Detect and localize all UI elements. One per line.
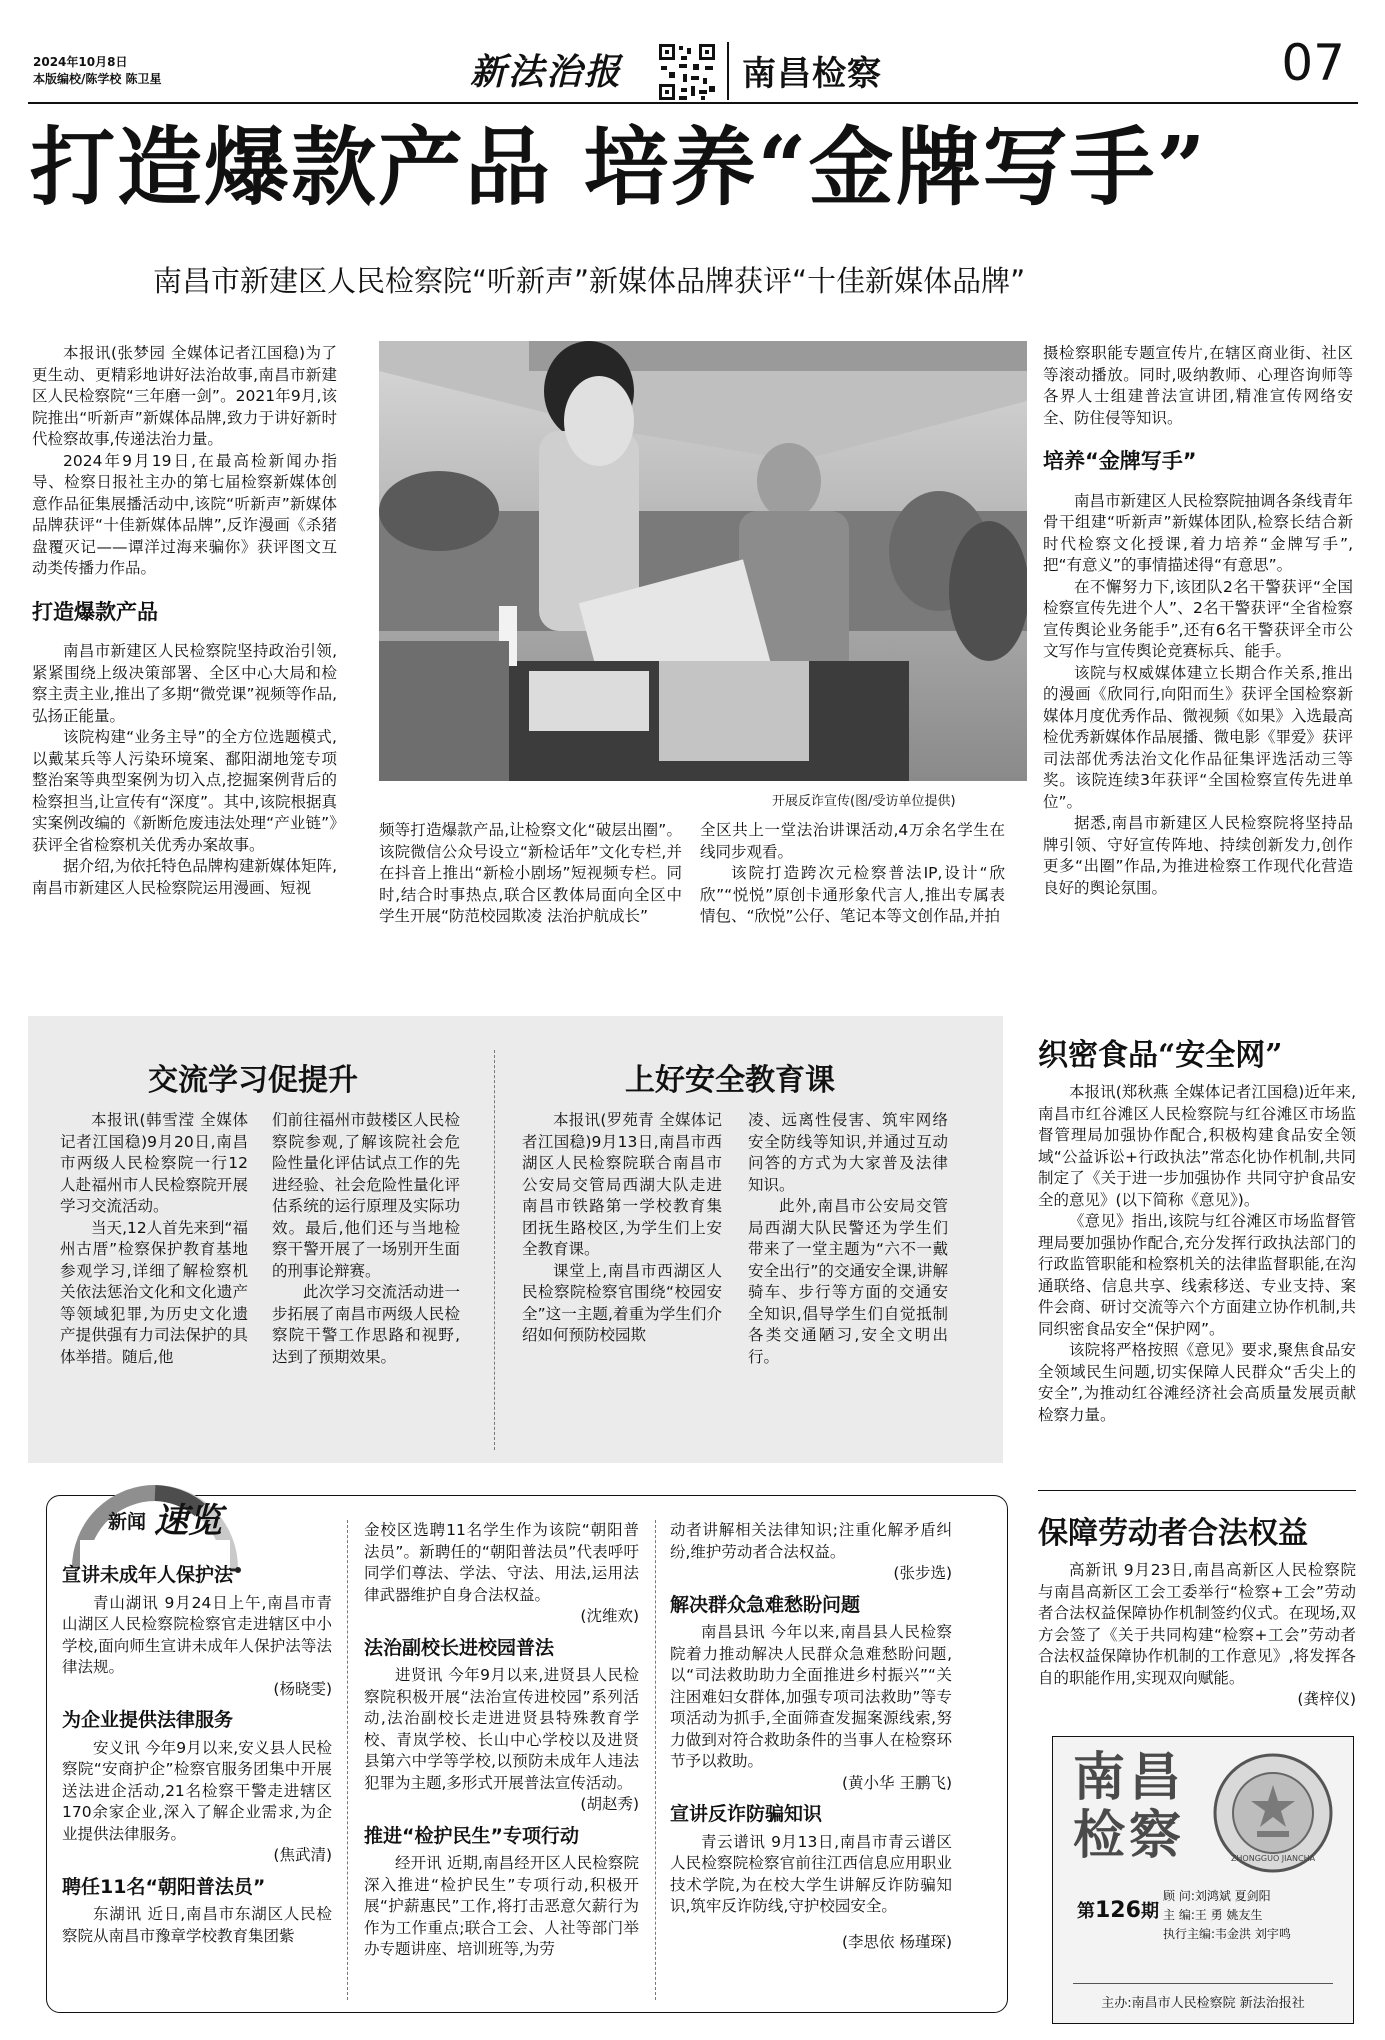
brief-item-title: 推进“检护民生”专项行动 — [364, 1824, 579, 1847]
brief-item-title: 宣讲未成年人保护法 — [62, 1564, 234, 1586]
issue-prefix: 第 — [1077, 1901, 1095, 1922]
paragraph: 凌、远离性侵害、筑牢网络安全防线等知识,并通过互动问答的方式为大家普及法律知识。 — [748, 1111, 948, 1194]
column-logo-name-b: 检察 — [1073, 1806, 1186, 1866]
column-divider — [347, 1520, 348, 2000]
paragraph: 该院与权威媒体建立长期合作关系,推出的漫画《欣同行,向阳而生》获评全国检察新媒体月度优秀作品、微视频《如果》入选最高检优秀新媒体作品展播、微电影《罪爱》获评司法部优秀法治文化作品征集评选活动三等奖。该院连续3年获评“全国检察宣传先进单位”。 — [1043, 663, 1354, 811]
lead-column-4 — [1043, 343, 1353, 899]
paragraph: 该院将严格按照《意见》要求,聚焦食品安全领域民生问题,切实保障人民群众“舌尖上的安全”,为推动红谷滩经济社会高质量发展贡献检察力量。 — [1038, 1341, 1356, 1424]
paragraph: 本报讯(韩雪滢 全媒体记者江国稳)9月20日,南昌市两级人民检察院一行12人赴福州市人民检察院开展学习交流活动。 — [60, 1111, 248, 1215]
page-number: 07 — [1281, 34, 1345, 92]
credit-line: 顾 问:刘鸿斌 夏剑阳 — [1163, 1889, 1271, 1903]
paragraph: 南昌市新建区人民检察院坚持政治引领,紧紧围绕上级决策部署、全区中心大局和检察主责主业,推出了多期“微党课”视频等作品,弘扬正能量。 — [32, 642, 337, 725]
paragraph: 《意见》指出,该院与红谷滩区市场监督管理局要加强协作配合,充分发挥行政执法部门的行政监管职能和检察机关的法律监督职能,在沟通联络、信息共享、线索移送、专业支持、案件会商、研讨交流等六个方面建立协作机制,共同织密食品安全“保护网”。 — [1038, 1212, 1356, 1338]
brief-column-3 — [670, 1520, 952, 1953]
page-editors: 本版编校/陈学校 陈卫星 — [33, 72, 162, 86]
brief-item-text: 进贤讯 今年9月以来,进贤县人民检察院积极开展“法治宣传进校园”系列活动,法治副校长走进进贤县特殊教育学校、青岚学校、长山中心学校以及进贤县第六中学等学校,以预防未成年人违法犯罪为主题,多形式开展普法宣传活动。 — [364, 1666, 639, 1792]
lead-column-2 — [379, 820, 682, 928]
food-title: 织密食品“安全网” — [1038, 1038, 1283, 1073]
brief-item-text: 南昌县讯 今年以来,南昌县人民检察院着力推动解决人民群众急难愁盼问题,以“司法救助助力全面推进乡村振兴”“关注困难妇女群体,加强专项司法救助”等专项活动为抓手,全面筛查发掘案源线索,努力做到对符合救助条件的当事人在检察环节予以救助。 — [670, 1623, 952, 1770]
paragraph: 本报讯(罗苑青 全媒体记者江国稳)9月13日,南昌市西湖区人民检察院联合南昌市公安局交管局西湖大队走进南昌市铁路第一学校教育集团抚生路校区,为学生们上安全教育课。 — [522, 1111, 722, 1258]
credits — [1163, 1887, 1291, 1944]
brief-label-quick: 速览 — [154, 1501, 222, 1541]
byline: (黄小华 王鹏飞) — [841, 1773, 952, 1792]
exchange-column-right — [272, 1110, 460, 1368]
paragraph: 全区共上一堂法治讲课活动,4万余名学生在线同步观看。 — [700, 821, 1005, 861]
exchange-title: 交流学习促提升 — [148, 1063, 358, 1098]
food-column — [1038, 1082, 1356, 1426]
brief-item-text: 金校区选聘11名学生作为该院“朝阳普法员”。新聘任的“朝阳普法员”代表呼吁同学们尊法、学法、守法、用法,运用法律武器维护自身合法权益。 — [364, 1521, 639, 1604]
paragraph: 据悉,南昌市新建区人民检察院将坚持品牌引领、守好宣传阵地、持续创新发力,创作更多“出圈”作品,为推进检察工作现代化营造良好的舆论氛围。 — [1043, 814, 1353, 897]
subsection-title: 打造爆款产品 — [32, 599, 158, 624]
issue-suffix: 期 — [1140, 1901, 1159, 1922]
labor-column — [1038, 1560, 1356, 1711]
paragraph: 当天,12人首先来到“福州古厝”检察保护教育基地参观学习,详细了解检察机关依法惩治文化和文化遗产等领域犯罪,为历史文化遗产提供强有力司法保护的具体举措。随后,他 — [60, 1218, 248, 1366]
masthead-rule — [28, 102, 1358, 104]
safety-title: 上好安全教育课 — [625, 1063, 835, 1098]
brief-item-title: 宣讲反诈防骗知识 — [670, 1803, 823, 1825]
safety-column-left — [522, 1110, 722, 1347]
paragraph: 该院打造跨次元检察普法IP,设计“欣欣”“悦悦”原创卡通形象代言人,推出专属表情包、“欣悦”公仔、笔记本等文创作品,并拍 — [700, 864, 1005, 925]
brief-label-news: 新闻 — [108, 1511, 147, 1533]
paragraph: 此外,南昌市公安局交管局西湖大队民警还为学生们带来了一堂主题为“六不一戴 安全出行”的交通安全课,讲解骑车、步行等方面的交通安全知识,倡导学生们自觉抵制各类交通陋习,安全文明出行。 — [748, 1197, 948, 1366]
paragraph: 据介绍,为依托特色品牌构建新媒体矩阵,南昌市新建区人民检察院运用漫画、短视 — [32, 857, 337, 897]
paragraph: 在不懈努力下,该团队2名干警获评“全国检察宣传先进个人”、2名干警获评“全省检察宣传舆论业务能手”,还有6名干警获评全市公文写作与宣传舆论竞赛标兵、能手。 — [1043, 577, 1353, 660]
byline: (沈维欢) — [580, 1607, 639, 1625]
issue-number — [1077, 1897, 1159, 1923]
paragraph: 该院构建“业务主导”的全方位选题模式,以戴某兵等人污染环境案、鄱阳湖地笼专项整治案等典型案例为切入点,挖掘案例背后的检察担当,让宣传有“深度”。其中,该院根据真实案例改编的《新断危废违法处理“产业链”》获评全省检察机关优秀办案故事。 — [32, 728, 337, 854]
paragraph: 们前往福州市鼓楼区人民检察院参观,了解该院社会危险性量化评估试点工作的先进经验、社会危险性量化评估系统的运行原理及实际功效。最后,他们还与当地检察干警开展了一场别开生面的刑事论辩赛。 — [272, 1111, 460, 1280]
paragraph: 高新讯 9月23日,南昌高新区人民检察院与南昌高新区工会工委举行“检察+工会”劳动者合法权益保障协作机制签约仪式。在现场,双方会签了《关于共同构建“检察+工会”劳动者合法权益保障协作机制的工作意见》,将发挥各自的职能作用,实现双向赋能。 — [1038, 1561, 1356, 1687]
lead-photo — [379, 341, 1027, 781]
brief-column-2 — [364, 1520, 639, 1961]
column-logo-name-a: 南昌 — [1073, 1748, 1186, 1808]
section-divider — [727, 42, 729, 100]
lead-headline: 打造爆款产品 培养“金牌写手” — [30, 118, 1208, 218]
paragraph: 频等打造爆款产品,让检察文化“破层出圈”。该院微信公众号设立“新检话年”文化专栏,并在抖音上推出“新检小剧场”短视频专栏。同时,结合时事热点,联合区教体局面向全区中学生开展“防范校园欺凌 法治护航成长” — [379, 821, 682, 925]
brief-item-text: 青云谱讯 9月13日,南昌市青云谱区人民检察院检察官前往江西信息应用职业技术学院,为在校大学生讲解反诈防骗知识,筑牢反诈防线,守护校园安全。 — [670, 1832, 952, 1915]
photo-caption: 开展反诈宣传(图/受访单位提供) — [772, 794, 956, 809]
byline: (焦武清) — [273, 1846, 332, 1864]
lead-subheadline: 南昌市新建区人民检察院“听新声”新媒体品牌获评“十佳新媒体品牌” — [153, 264, 1026, 298]
column-divider — [655, 1520, 656, 2000]
labor-title: 保障劳动者合法权益 — [1038, 1516, 1308, 1551]
brief-item-title: 聘任11名“朝阳普法员” — [62, 1875, 266, 1898]
byline: (龚梓仪) — [1297, 1690, 1356, 1708]
lead-column-1 — [32, 343, 337, 899]
paragraph: 2024年9月19日,在最高检新闻办指导、检察日报社主办的第七届检察新媒体创意作品征集展播活动中,该院“听新声”新媒体品牌获评“十佳新媒体品牌”,反诈漫画《杀猪盘覆灭记——谭洋过海来骗你》获评图文互动类传播力作品。 — [32, 451, 337, 577]
paragraph: 课堂上,南昌市西湖区人民检察院检察官围绕“校园安全”这一主题,着重为学生们介绍如何预防校园欺 — [522, 1261, 722, 1344]
section-rule — [1038, 1490, 1356, 1491]
paragraph: 南昌市新建区人民检察院抽调各条线青年骨干组建“听新声”新媒体团队,检察长结合新时代检察文化授课,着力培养“金牌写手”,把“有意义”的事情描述得“有意思”。 — [1043, 491, 1354, 574]
safety-column-right — [748, 1110, 948, 1368]
brief-item-title: 为企业提供法律服务 — [62, 1709, 234, 1731]
brief-item-title: 解决群众急难愁盼问题 — [670, 1593, 861, 1616]
brief-item-text: 经开讯 近期,南昌经开区人民检察院深入推进“检护民生”专项行动,积极开展“护薪惠民”工作,将打击恶意欠薪行为作为工作重点;联合工会、人社等部门举办专题讲座、培训班等,为劳 — [364, 1854, 639, 1958]
paragraph: 本报讯(张梦园 全媒体记者江国稳)为了更生动、更精彩地讲好法治故事,南昌市新建区人民检察院“三年磨一剑”。2021年9月,该院推出“听新声”新媒体品牌,致力于讲好新时代检察故事,传递法治力量。 — [32, 344, 337, 448]
brief-item-text: 东湖讯 近日,南昌市东湖区人民检察院从南昌市豫章学校教育集团紫 — [62, 1905, 332, 1945]
paragraph: 摄检察职能专题宣传片,在辖区商业街、社区等滚动播放。同时,吸纳教师、心理咨询师等各界人士组建普法宣讲团,精准宣传网络安全、防住侵等知识。 — [1043, 344, 1353, 427]
brief-item-text: 动者讲解相关法律知识;注重化解矛盾纠纷,维护劳动者合法权益。 — [670, 1521, 952, 1561]
brief-item-text: 安义讯 今年9月以来,安义县人民检察院“安商护企”检察官服务团集中开展送法进企活动,21名检察干警走进辖区170余家企业,深入了解企业需求,为企业提供法律服务。 — [62, 1738, 332, 1843]
credit-line: 主 编:王 勇 姚友生 — [1163, 1908, 1263, 1922]
brief-item-text: 青山湖讯 9月24日上午,南昌市青山湖区人民检察院检察官走进辖区中小学校,面向师生宣讲未成年人保护法等法律法规。 — [62, 1593, 332, 1676]
section-name: 南昌检察 — [742, 54, 882, 94]
byline: (李思依 杨瑾琛) — [841, 1932, 952, 1951]
qr-code-icon — [657, 42, 717, 102]
exchange-column-left — [60, 1110, 248, 1368]
byline: (杨晓雯) — [273, 1679, 332, 1698]
procuratorate-emblem-icon — [1211, 1751, 1335, 1875]
masthead — [0, 0, 1385, 110]
issue-value: 126 — [1095, 1898, 1141, 1923]
paper-name: 新法治报 — [470, 51, 623, 93]
byline: (张步选) — [893, 1564, 952, 1582]
brief-item-title: 法治副校长进校园普法 — [364, 1636, 555, 1659]
column-logo-box — [1052, 1736, 1354, 2024]
paragraph: 此次学习交流活动进一步拓展了南昌市两级人民检察院干警工作思路和视野,达到了预期效果。 — [272, 1283, 460, 1366]
column-divider — [494, 1050, 495, 1450]
sponsor-line: 主办:南昌市人民检察院 新法治报社 — [1073, 1983, 1333, 2011]
credit-line: 执行主编:韦金洪 刘宇鸣 — [1163, 1927, 1291, 1941]
subsection-title: 培养“金牌写手” — [1043, 449, 1197, 473]
brief-column-1 — [62, 1555, 332, 1947]
lead-column-3 — [700, 820, 1005, 928]
emblem-caption: ZHONGGUO JIANCHA — [1230, 1854, 1316, 1863]
byline: (胡赵秀) — [580, 1795, 639, 1813]
paragraph: 本报讯(郑秋燕 全媒体记者江国稳)近年来,南昌市红谷滩区人民检察院与红谷滩区市场监督管理局加强协作配合,积极构建食品安全领域“公益诉讼+行政执法”常态化协作机制,共同制定了《关于进一步加强协作 共同守护食品安全的意见》(以下简称《意见》)。 — [1038, 1083, 1356, 1209]
issue-date: 2024年10月8日 — [33, 55, 128, 69]
